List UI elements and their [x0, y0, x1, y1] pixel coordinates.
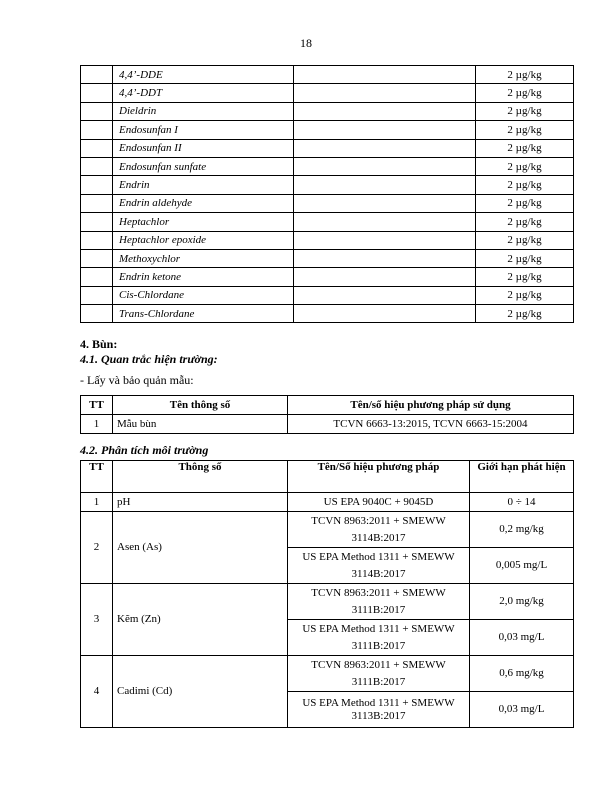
cell-method-blank — [294, 102, 476, 120]
cell-limit: 2 µg/kg — [476, 286, 574, 304]
cell-blank — [81, 286, 113, 304]
cell-limit: 2 µg/kg — [476, 102, 574, 120]
cell-limit: 0,03 mg/L — [470, 692, 574, 728]
cell-method-blank — [294, 66, 476, 84]
cell-param: Endosunfan sunfate — [113, 157, 294, 175]
cell-blank — [81, 268, 113, 286]
cell-limit: 2 µg/kg — [476, 66, 574, 84]
cell-limit: 2 µg/kg — [476, 139, 574, 157]
table-row — [81, 512, 574, 548]
cell-method: US EPA Method 1311 + SMEWW 3111B:2017 — [288, 620, 470, 656]
cell-method-blank — [294, 194, 476, 212]
cell-method-blank — [294, 139, 476, 157]
header-tt: TT — [81, 461, 113, 493]
cell-param: Cadimi (Cd) — [113, 656, 288, 728]
header-method: Tên/Số hiệu phương pháp — [288, 461, 470, 493]
cell-param: Cis-Chlordane — [113, 286, 294, 304]
cell-param: 4,4’-DDT — [113, 84, 294, 102]
cell-limit: 0,2 mg/kg — [470, 512, 574, 548]
cell-tt: 1 — [81, 415, 113, 434]
cell-limit: 2,0 mg/kg — [470, 584, 574, 620]
table-row — [81, 121, 574, 139]
cell-param: pH — [113, 493, 288, 512]
table-row — [81, 656, 574, 692]
cell-param: Endosunfan II — [113, 139, 294, 157]
cell-limit: 0,005 mg/L — [470, 548, 574, 584]
cell-limit: 2 µg/kg — [476, 176, 574, 194]
cell-method: TCVN 8963:2011 + SMEWW 3111B:2017 — [288, 584, 470, 620]
cell-param: Kẽm (Zn) — [113, 584, 288, 656]
cell-tt: 3 — [81, 584, 113, 656]
table-row — [81, 194, 574, 212]
header-param: Thông số — [113, 461, 288, 493]
cell-method-blank — [294, 121, 476, 139]
cell-blank — [81, 249, 113, 267]
table-row — [81, 268, 574, 286]
page-number: 18 — [300, 36, 312, 50]
table-row — [81, 157, 574, 175]
table-row — [81, 249, 574, 267]
cell-blank — [81, 176, 113, 194]
table-header-row — [81, 396, 574, 415]
table-row — [81, 102, 574, 120]
section-4-heading: 4. Bùn: — [80, 337, 118, 351]
cell-method-blank — [294, 305, 476, 323]
header-limit: Giới hạn phát hiện — [470, 461, 574, 493]
cell-limit: 2 µg/kg — [476, 121, 574, 139]
cell-param: Mẫu bùn — [113, 415, 288, 434]
field-monitoring-table — [80, 395, 574, 434]
section-4-1-heading: 4.1. Quan trắc hiện trường: — [80, 352, 218, 366]
header-method: Tên/số hiệu phương pháp sử dụng — [288, 396, 574, 415]
header-param: Tên thông số — [113, 396, 288, 415]
cell-param: Endrin — [113, 176, 294, 194]
pesticide-limits-table — [80, 65, 574, 323]
cell-blank — [81, 305, 113, 323]
cell-method: TCVN 8963:2011 + SMEWW 3111B:2017 — [288, 656, 470, 692]
table-row — [81, 493, 574, 512]
cell-param: Trans-Chlordane — [113, 305, 294, 323]
cell-method-blank — [294, 231, 476, 249]
cell-blank — [81, 121, 113, 139]
cell-method: US EPA Method 1311 + SMEWW 3113B:2017 — [288, 692, 470, 728]
cell-tt: 1 — [81, 493, 113, 512]
cell-blank — [81, 213, 113, 231]
cell-limit: 0,6 mg/kg — [470, 656, 574, 692]
table-row — [81, 584, 574, 620]
cell-limit: 2 µg/kg — [476, 231, 574, 249]
table-row — [81, 139, 574, 157]
cell-param: Endrin aldehyde — [113, 194, 294, 212]
header-tt: TT — [81, 396, 113, 415]
table-row — [81, 231, 574, 249]
table-row — [81, 84, 574, 102]
cell-tt: 2 — [81, 512, 113, 584]
cell-blank — [81, 139, 113, 157]
table-row — [81, 176, 574, 194]
table-row — [81, 415, 574, 434]
cell-limit: 2 µg/kg — [476, 305, 574, 323]
cell-limit: 2 µg/kg — [476, 84, 574, 102]
cell-param: Heptachlor — [113, 213, 294, 231]
cell-limit: 2 µg/kg — [476, 213, 574, 231]
table-header-row — [81, 461, 574, 493]
cell-blank — [81, 194, 113, 212]
cell-method-blank — [294, 249, 476, 267]
cell-method-blank — [294, 213, 476, 231]
cell-blank — [81, 84, 113, 102]
cell-method: TCVN 6663-13:2015, TCVN 6663-15:2004 — [288, 415, 574, 434]
cell-param: Methoxychlor — [113, 249, 294, 267]
cell-method-blank — [294, 176, 476, 194]
cell-param: Dieldrin — [113, 102, 294, 120]
table-row — [81, 213, 574, 231]
cell-limit: 2 µg/kg — [476, 194, 574, 212]
cell-blank — [81, 102, 113, 120]
cell-param: Endosunfan I — [113, 121, 294, 139]
table-row — [81, 286, 574, 304]
cell-limit: 2 µg/kg — [476, 268, 574, 286]
cell-method: TCVN 8963:2011 + SMEWW 3114B:2017 — [288, 512, 470, 548]
cell-method: US EPA 9040C + 9045D — [288, 493, 470, 512]
cell-method: US EPA Method 1311 + SMEWW 3114B:2017 — [288, 548, 470, 584]
cell-param: Heptachlor epoxide — [113, 231, 294, 249]
cell-method-blank — [294, 268, 476, 286]
cell-method-blank — [294, 157, 476, 175]
analysis-table — [80, 460, 574, 728]
cell-method-blank — [294, 84, 476, 102]
section-4-2-heading: 4.2. Phân tích môi trường — [80, 443, 209, 457]
cell-blank — [81, 157, 113, 175]
cell-limit: 2 µg/kg — [476, 249, 574, 267]
cell-tt: 4 — [81, 656, 113, 728]
sampling-note: - Lấy và bảo quản mẫu: — [80, 373, 194, 387]
cell-param: 4,4’-DDE — [113, 66, 294, 84]
cell-limit: 0,03 mg/L — [470, 620, 574, 656]
cell-limit: 2 µg/kg — [476, 157, 574, 175]
cell-blank — [81, 66, 113, 84]
cell-blank — [81, 231, 113, 249]
table-row — [81, 305, 574, 323]
cell-limit: 0 ÷ 14 — [470, 493, 574, 512]
cell-param: Asen (As) — [113, 512, 288, 584]
cell-param: Endrin ketone — [113, 268, 294, 286]
cell-method-blank — [294, 286, 476, 304]
table-row — [81, 66, 574, 84]
